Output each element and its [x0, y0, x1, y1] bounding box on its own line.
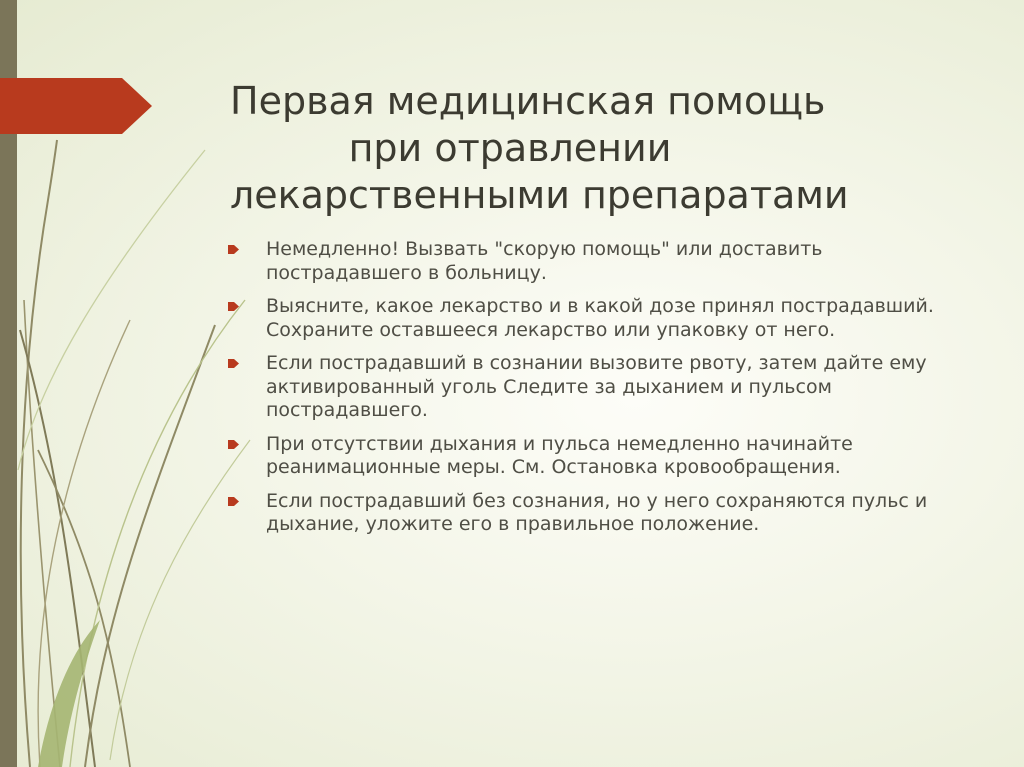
grass-stem-2	[24, 300, 60, 767]
title-line-3: лекарственными препаратами	[230, 173, 849, 217]
grass-stem-9	[18, 150, 205, 470]
bullet-text: Если пострадавший в сознании вызовите рвоту, затем дайте ему активированный уголь Следите за дыханием и пульсом пострадавшего.	[266, 352, 927, 421]
arrow-right-icon	[228, 359, 239, 368]
bullet-list	[228, 238, 968, 547]
arrow-right-icon	[228, 497, 239, 506]
bullet-text: Выясните, какое лекарство и в какой дозе принял пострадавший. Сохраните оставшееся лекарство или упаковку от него.	[266, 295, 934, 341]
bullet-text: Немедленно! Вызвать "скорую помощь" или доставить пострадавшего в больницу.	[266, 238, 823, 284]
bullet-item	[228, 490, 968, 537]
grass-stem-7	[38, 320, 130, 767]
arrow-right-icon	[228, 245, 239, 254]
bullet-item	[228, 433, 968, 480]
title-line-2: при отравлении	[348, 126, 672, 170]
bullet-item	[228, 352, 968, 423]
slide-title	[230, 78, 849, 219]
title-line-1: Первая медицинская помощь	[230, 79, 826, 123]
arrow-right-icon	[228, 302, 239, 311]
grass-stem-5	[85, 325, 215, 767]
bullet-text: При отсутствии дыхания и пульса немедленно начинайте реанимационные меры. См. Остановка кровообращения.	[266, 432, 853, 478]
arrow-right-icon	[228, 440, 239, 449]
green-leaf	[38, 620, 100, 767]
red-arrow-banner	[0, 78, 152, 134]
bullet-item	[228, 295, 968, 342]
bullet-text: Если пострадавший без сознания, но у него сохраняются пульс и дыхание, уложите его в правильное положение.	[266, 489, 928, 535]
bullet-item	[228, 238, 968, 285]
